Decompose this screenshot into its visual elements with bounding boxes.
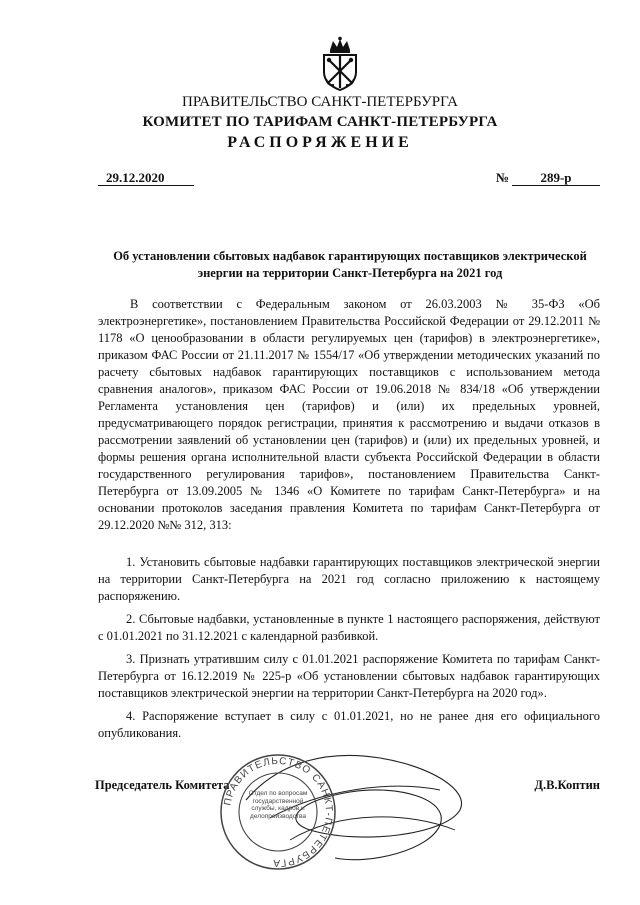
document-date: 29.12.2020: [98, 170, 194, 186]
decision-items: [98, 554, 600, 748]
signatory-position: Председатель Комитета: [95, 778, 230, 792]
decision-item: 2. Сбытовые надбавки, установленные в пункте 1 настоящего распоряжения, действуют с 01.01.2021 по 31.12.2021 с календарной разбивкой.: [98, 612, 600, 643]
official-stamp: [218, 752, 338, 872]
decision-item: 3. Признать утратившим силу с 01.01.2021 распоряжение Комитета по тарифам Санкт-Петербурга от 16.12.2019 № 225-р «Об установлении сбытовых надбавок гарантирующих поставщиков электрической энергии на территории Санкт-Петербурга на 2020 год».: [98, 652, 600, 700]
committee-heading: КОМИТЕТ ПО ТАРИФАМ САНКТ-ПЕТЕРБУРГА: [142, 114, 498, 130]
stamp-inner-text: Отдел по вопросам государственной службы, кадров и делопроизводства: [248, 790, 308, 820]
decision-item: 1. Установить сбытовые надбавки гарантирующих поставщиков электрической энергии на территории Санкт-Петербурга на 2021 год согласно приложению к настоящему распоряжению.: [98, 555, 600, 603]
signatory-name: Д.В.Коптин: [534, 778, 600, 792]
coat-of-arms-icon: [316, 36, 364, 92]
number-label: №: [496, 170, 510, 185]
decision-item: 4. Распоряжение вступает в силу с 01.01.2021, но не ранее дня его официального опубликования.: [98, 709, 600, 740]
document-number: 289-р: [512, 170, 600, 186]
document-type-heading: РАСПОРЯЖЕНИЕ: [227, 134, 413, 151]
document-title: Об установлении сбытовых надбавок гарантирующих поставщиков электрической энергии на территории Санкт-Петербурга на 2021 год: [113, 249, 587, 280]
stamp-outer-text: ПРАВИТЕЛЬСТВО САНКТ-ПЕТЕРБУРГА: [222, 755, 335, 869]
government-heading: ПРАВИТЕЛЬСТВО САНКТ-ПЕТЕРБУРГА: [182, 94, 458, 110]
preamble-paragraph: В соответствии с Федеральным законом от 26.03.2003 № 35-ФЗ «Об электроэнергетике», постановлением Правительства Российской Федерации от 29.12.2011 № 1178 «О ценообразовании в области регулируемых цен (тарифов) в электроэнергетике», приказом ФАС России от 21.11.2017 № 1554/17 «Об утверждении методических указаний по расчету сбытовых надбавок гарантирующих поставщиков с использованием метода сравнения аналогов», приказом ФАС России от 19.06.2018 № 834/18 «Об утверждении Регламента установления цен (тарифов) и (или) их предельных уровней, предусматривающего порядок регистрации, принятия к рассмотрению и выдачи отказов в рассмотрении заявлений об установлении цен (тарифов) и (или) их предельных уровней, и формы решения органа исполнительной власти субъекта Российской Федерации в области государственного регулирования тарифов», постановлением Правительства Санкт-Петербурга от 13.09.2005 № 1346 «О Комитете по тарифам Санкт-Петербурга» и на основании протоколов заседания правления Комитета по тарифам Санкт-Петербурга от 29.12.2020 №№ 312, 313:: [98, 297, 600, 532]
